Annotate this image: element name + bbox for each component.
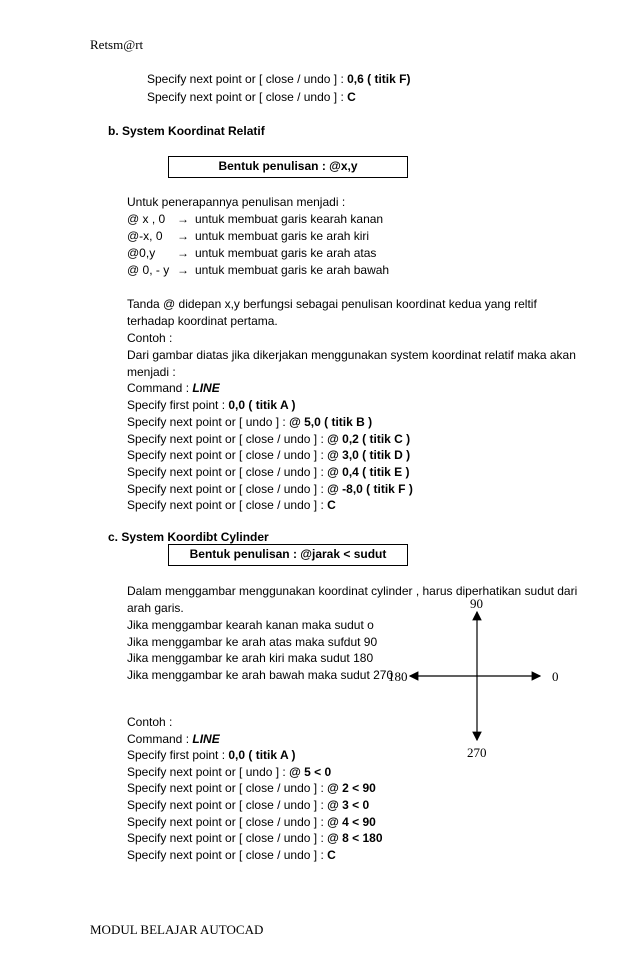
page-header: Retsm@rt [90, 37, 144, 52]
row-desc: untuk membuat garis ke arah atas [195, 246, 377, 260]
label-90: 90 [470, 596, 483, 611]
row-desc: untuk membuat garis kearah kanan [195, 212, 384, 226]
section-c-para-line1: Dalam menggambar menggunakan koordinat cylinder , harus diperhatikan sudut dari [127, 584, 578, 598]
row-code: @-x, 0 [127, 229, 163, 243]
angle-line: Jika menggambar ke arah atas maka sufdut 90 [127, 635, 378, 649]
command-value: LINE [192, 381, 220, 395]
command-input: 0,0 ( titik A ) [228, 748, 296, 762]
command-input: @ -8,0 ( titik F ) [327, 482, 413, 496]
label-270: 270 [467, 745, 487, 760]
section-b-para1-line2: terhadap koordinat pertama. [127, 314, 278, 328]
command-value: LINE [192, 732, 220, 746]
command-prompt: Specify next point or [ undo ] : [127, 765, 290, 779]
row-code: @0,y [127, 246, 156, 260]
section-b-format-box: Bentuk penulisan : @x,y [168, 156, 408, 178]
command-input: @ 5 < 0 [289, 765, 332, 779]
command-input: C [327, 848, 336, 862]
command-input: @ 5,0 ( titik B ) [289, 415, 373, 429]
command-prompt: Specify next point or [ undo ] : [127, 415, 290, 429]
row-code: @ x , 0 [127, 212, 166, 226]
top-line-1-text: Specify next point or [ close / undo ] : [147, 72, 348, 86]
top-line-2-value: C [347, 90, 356, 104]
label-180: 180 [388, 669, 408, 684]
command-prompt: Specify first point : [127, 398, 229, 412]
top-line-1 [147, 71, 410, 87]
section-b-para1-line1: Tanda @ didepan x,y berfungsi sebagai penulisan koordinat kedua yang reltif [127, 297, 537, 311]
command-label: Command : [127, 381, 193, 395]
command-prompt: Specify next point or [ close / undo ] : [127, 482, 328, 496]
command-line [127, 780, 376, 796]
section-b-intro: Untuk penerapannya penulisan menjadi : [127, 195, 346, 209]
section-b-contoh: Contoh : [127, 331, 173, 345]
angle-line: Jika menggambar ke arah bawah maka sudut 270 [127, 668, 394, 682]
right-arrow-icon: → [177, 246, 189, 260]
section-b-para2-line2: menjadi : [127, 365, 176, 379]
command-line [127, 797, 369, 813]
right-arrow-icon: → [177, 212, 189, 226]
command-prompt: Specify next point or [ close / undo ] : [127, 798, 328, 812]
label-0: 0 [552, 669, 559, 684]
command-line [127, 814, 376, 830]
command-line [127, 847, 336, 863]
command-prompt: Specify next point or [ close / undo ] : [127, 848, 328, 862]
command-line [127, 481, 413, 497]
right-arrow-icon: → [177, 229, 189, 243]
command-prompt: Specify next point or [ close / undo ] : [127, 781, 328, 795]
row-desc: untuk membuat garis ke arah bawah [195, 263, 390, 277]
angle-line: Jika menggambar kearah kanan maka sudut o [127, 618, 374, 632]
command-line [127, 497, 336, 513]
command-input: @ 2 < 90 [327, 781, 376, 795]
command-line [127, 431, 410, 447]
section-c-format-box: Bentuk penulisan : @jarak < sudut [168, 544, 408, 566]
command-line [127, 747, 296, 763]
command-input: @ 3 < 0 [327, 798, 370, 812]
top-line-1-value: 0,6 ( titik F) [347, 72, 411, 86]
command-prompt: Specify next point or [ close / undo ] : [127, 831, 328, 845]
command-line [127, 764, 331, 780]
command-label: Command : [127, 732, 193, 746]
command-input: @ 0,2 ( titik C ) [327, 432, 411, 446]
command-prompt: Specify next point or [ close / undo ] : [127, 432, 328, 446]
angle-line: Jika menggambar ke arah kiri maka sudut 180 [127, 651, 374, 665]
row-desc: untuk membuat garis ke arah kiri [195, 229, 370, 243]
command-prompt: Specify next point or [ close / undo ] : [127, 815, 328, 829]
direction-diagram [380, 592, 580, 764]
command-line [127, 464, 410, 480]
top-line-2-text: Specify next point or [ close / undo ] : [147, 90, 348, 104]
command-prompt: Specify first point : [127, 748, 229, 762]
command-line [127, 414, 372, 430]
command-input: @ 0,4 ( titik E ) [327, 465, 410, 479]
command-input: @ 8 < 180 [327, 831, 383, 845]
command-input: C [327, 498, 336, 512]
section-c-contoh: Contoh : [127, 715, 173, 729]
command-line [127, 397, 296, 413]
section-b-heading: b. System Koordinat Relatif [108, 124, 265, 138]
command-input: @ 4 < 90 [327, 815, 376, 829]
section-c-command [127, 731, 220, 747]
section-b-command [127, 380, 220, 396]
command-input: 0,0 ( titik A ) [228, 398, 296, 412]
command-prompt: Specify next point or [ close / undo ] : [127, 465, 328, 479]
section-b-para2-line1: Dari gambar diatas jika dikerjakan menggunakan system koordinat relatif maka akan [127, 348, 576, 362]
page-footer: MODUL BELAJAR AUTOCAD [90, 922, 264, 937]
command-prompt: Specify next point or [ close / undo ] : [127, 448, 328, 462]
command-input: @ 3,0 ( titik D ) [327, 448, 411, 462]
section-c-heading: c. System Koordibt Cylinder [108, 530, 269, 544]
command-line [127, 447, 410, 463]
top-line-2 [147, 89, 356, 105]
command-line [127, 830, 383, 846]
right-arrow-icon: → [177, 263, 189, 277]
row-code: @ 0, - y [127, 263, 170, 277]
command-prompt: Specify next point or [ close / undo ] : [127, 498, 328, 512]
section-c-para-line2: arah garis. [127, 601, 184, 615]
